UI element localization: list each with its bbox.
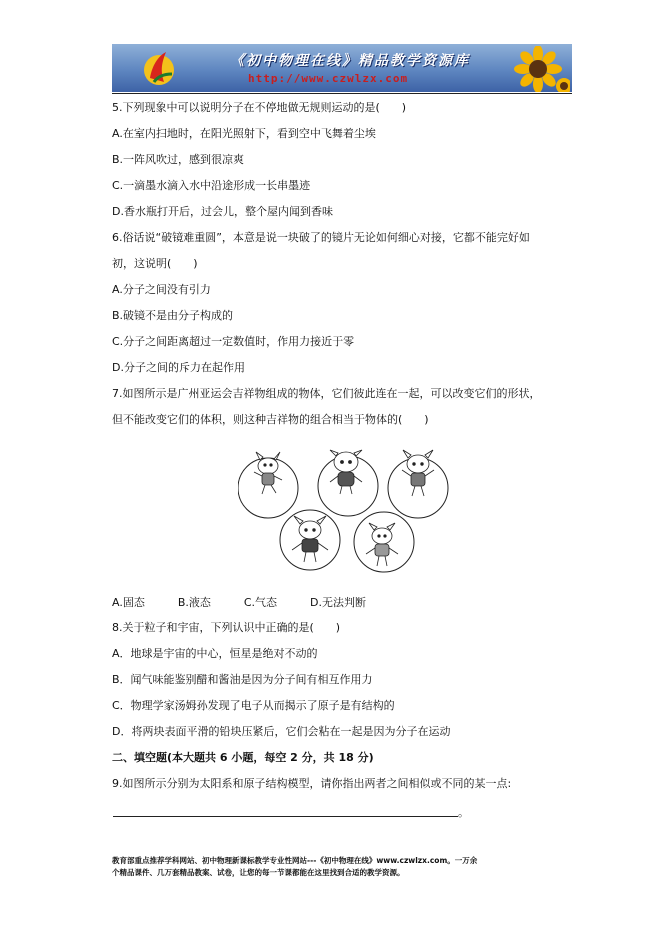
q8-option-a: A．地球是宇宙的中心，恒星是绝对不动的 [112, 647, 318, 660]
q7-stem-line2: 但不能改变它们的体积，则这种吉祥物的组合相当于物体的( ) [112, 413, 429, 426]
q8-option-d: D．将两块表面平滑的铅块压紧后，它们会粘在一起是因为分子在运动 [112, 725, 451, 738]
q5-option-b: B.一阵风吹过，感到很凉爽 [112, 153, 245, 166]
q6-stem-line2: 初，这说明( ) [112, 257, 198, 270]
q5-option-d: D.香水瓶打开后，过会儿，整个屋内闻到香味 [112, 205, 333, 218]
q5-stem: 5.下列现象中可以说明分子在不停地做无规则运动的是( ) [112, 101, 407, 114]
mascots-rings-figure [238, 446, 458, 580]
mascot-3-icon [402, 450, 434, 496]
q8-option-c: C．物理学家汤姆孙发现了电子从而揭示了原子是有结构的 [112, 699, 395, 712]
q6-stem-line1: 6.俗话说“破镜难重圆”，本意是说一块破了的镜片无论如何细心对接，它都不能完好如 [112, 231, 530, 244]
footer-line-1: 教育部重点推荐学科网站、初中物理新课标教学专业性网站---《初中物理在线》www.czwlzx.com。一万余 [112, 856, 478, 865]
q7-options: A.固态 B.液态 C.气态 D.无法判断 [112, 596, 367, 609]
q5-option-c: C.一滴墨水滴入水中沿途形成一长串墨迹 [112, 179, 311, 192]
site-title: 《初中物理在线》精品教学资源库 [230, 53, 470, 69]
q9-end-mark: 。 [458, 806, 469, 819]
q6-option-d: D.分子之间的斥力在起作用 [112, 361, 245, 374]
site-logo-icon [142, 48, 176, 88]
sunflower-icon [500, 46, 570, 92]
header-banner [112, 44, 572, 92]
q8-stem: 8.关于粒子和宇宙，下列认识中正确的是( ) [112, 621, 341, 634]
q7-stem-line1: 7.如图所示是广州亚运会吉祥物组成的物体，它们彼此连在一起，可以改变它们的形状， [112, 387, 541, 400]
mascot-2-icon [330, 450, 362, 494]
q5-option-a: A.在室内扫地时，在阳光照射下，看到空中飞舞着尘埃 [112, 127, 376, 140]
mascot-4-icon [292, 516, 328, 562]
q6-option-b: B.破镜不是由分子构成的 [112, 309, 234, 322]
q6-option-c: C.分子之间距离超过一定数值时，作用力接近于零 [112, 335, 355, 348]
q9-answer-blank[interactable] [113, 816, 458, 817]
q8-option-b: B．闻气味能鉴别醋和酱油是因为分子间有相互作用力 [112, 673, 373, 686]
q6-option-a: A.分子之间没有引力 [112, 283, 211, 296]
q9-stem: 9.如图所示分别为太阳系和原子结构模型，请你指出两者之间相似或不同的某一点: [112, 777, 512, 790]
site-url[interactable]: http://www.czwlzx.com [248, 72, 409, 85]
mascot-5-icon [366, 523, 398, 566]
footer-line-2: 个精品课件、几万套精品教案、试卷，让您的每一节课都能在这里找到合适的教学资源。 [112, 868, 405, 877]
header-rule [112, 93, 572, 94]
section-2-heading: 二、填空题(本大题共 6 小题，每空 2 分，共 18 分) [112, 751, 374, 764]
mascot-1-icon [254, 452, 282, 494]
